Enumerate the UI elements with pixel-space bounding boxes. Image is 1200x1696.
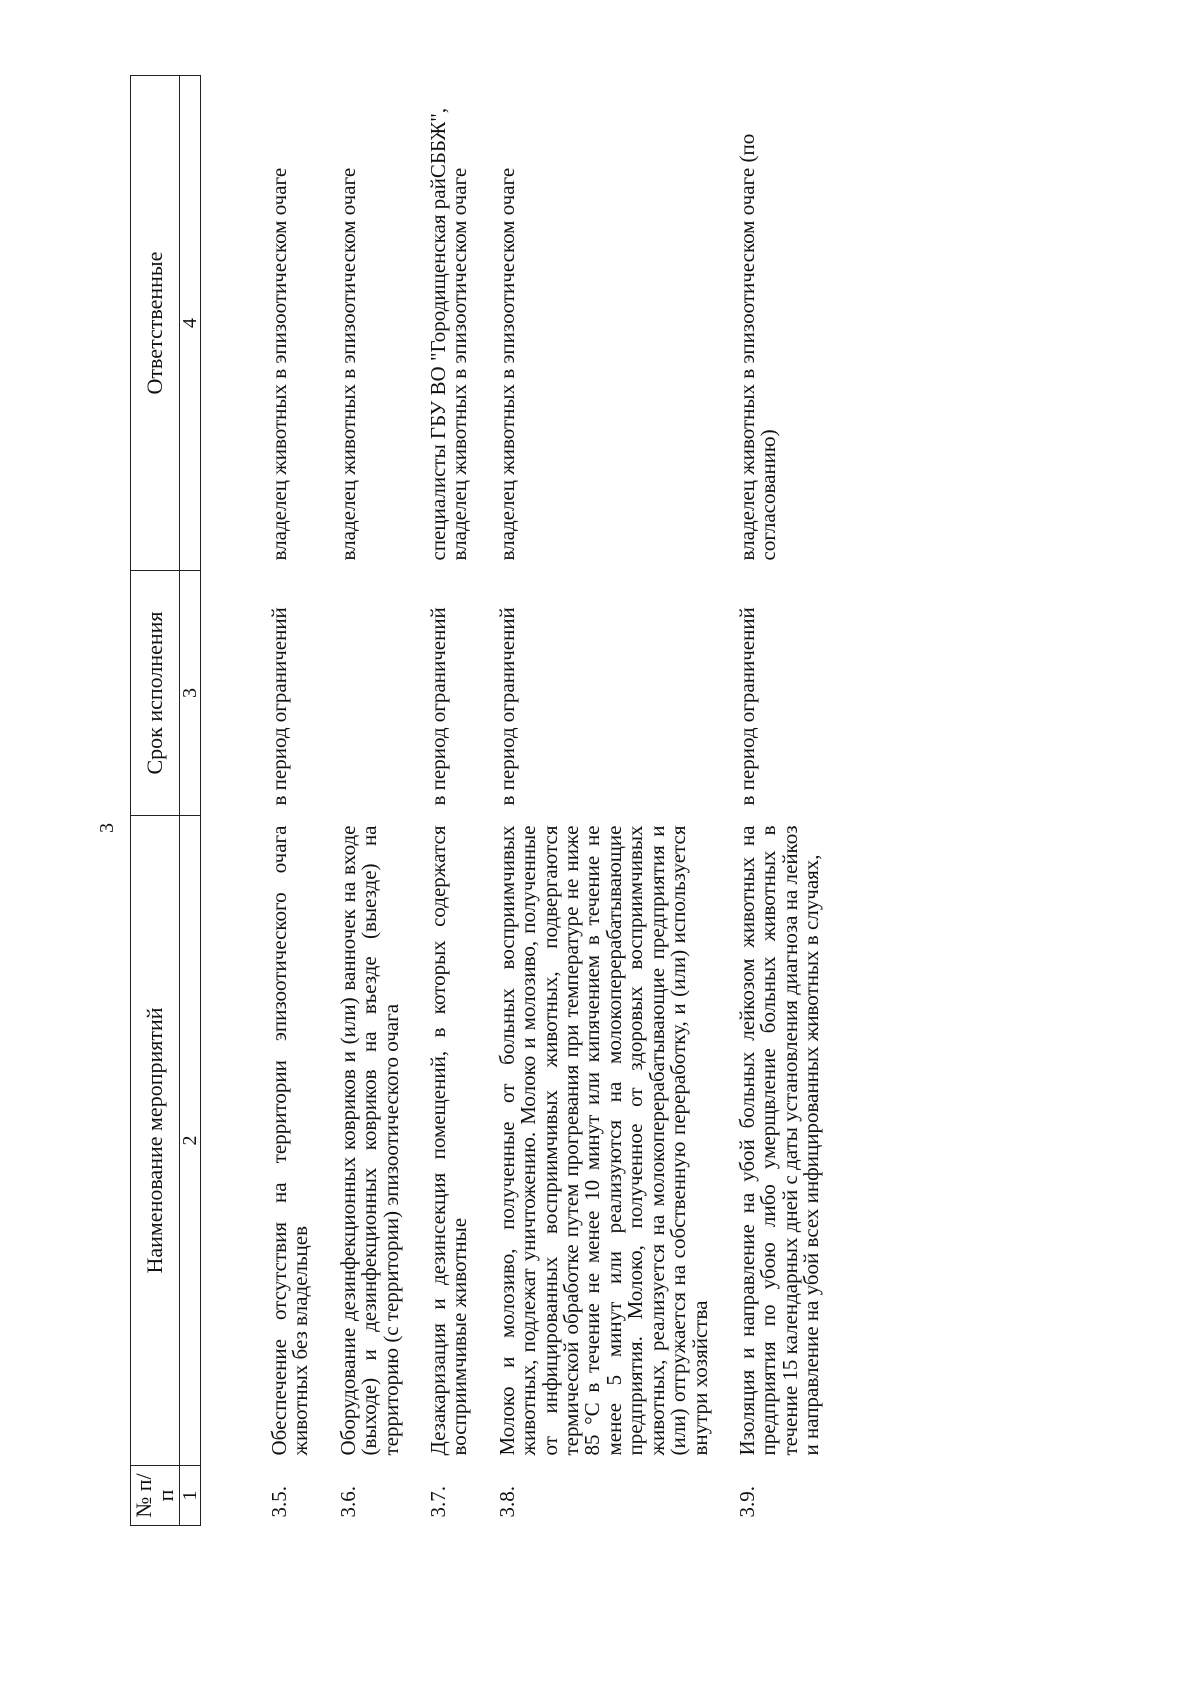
page-number: 3 bbox=[96, 823, 118, 833]
row-responsible: владелец животных в эпизоотическом очаге bbox=[267, 167, 291, 561]
table-row bbox=[338, 76, 428, 1526]
table-row bbox=[737, 76, 849, 1526]
row-term: в период ограничений bbox=[426, 607, 451, 806]
row-number: 3.8. bbox=[494, 1486, 519, 1518]
row-term: в период ограничений bbox=[494, 607, 519, 806]
row-number: 3.9. bbox=[734, 1486, 759, 1518]
header-index-2: 2 bbox=[180, 816, 201, 1466]
table-body bbox=[201, 76, 849, 1526]
header-index-1: 1 bbox=[180, 1466, 201, 1526]
row-term: в период ограничений bbox=[734, 607, 759, 806]
row-action: Дезакаризация и дезинсекция помещений, в которых содержатся восприимчивые животные bbox=[426, 825, 472, 1456]
header-term: Срок исполнения bbox=[131, 571, 180, 816]
header-index-3: 3 bbox=[180, 571, 201, 816]
row-number: 3.5. bbox=[267, 1486, 291, 1518]
row-term bbox=[338, 571, 428, 816]
table-row bbox=[201, 76, 338, 1526]
header-number: № п/п bbox=[131, 1466, 180, 1526]
header-responsible: Ответственные bbox=[131, 76, 180, 571]
row-responsible: специалисты ГБУ ВО "Городищенская райСББЖ", владелец животных в эпизоотическом очаге bbox=[426, 107, 472, 561]
row-responsible: владелец животных в эпизоотическом очаге bbox=[335, 167, 360, 561]
measures-table bbox=[130, 75, 849, 1526]
row-number: 3.6. bbox=[335, 1486, 360, 1518]
row-responsible: владелец животных в эпизоотическом очаге bbox=[494, 167, 519, 561]
header-action: Наименование мероприятий bbox=[131, 816, 180, 1466]
table-row bbox=[428, 76, 497, 1526]
header-index-4: 4 bbox=[180, 76, 201, 571]
table-header bbox=[131, 76, 201, 1526]
row-action: Молоко и молозиво, полученные от больных восприимчивых животных, подлежат уничтожению. Молоко и молозиво, полученные от инфицированных восприимчивых животных, подвергаются термической обработке путем прогревания при температуре не ниже 85 °С в течение не менее 10 минут или кипячением в течение не менее 5 минут или реализуются на молокоперерабатывающие предприятия. Молоко, полученное от здоровых восприимчивых животных, реализуется на молокоперерабатывающие предприятия и (или) отгружается на собственную переработку, и (или) используется внутри хозяйства bbox=[494, 825, 712, 1456]
row-action: Оборудование дезинфекционных ковриков и (или) ванночек на входе (выходе) и дезинфекционных ковриков на въезде (выезде) на территорию (с территории) эпизоотического очага bbox=[335, 825, 403, 1456]
row-term: в период ограничений bbox=[267, 607, 291, 806]
row-action: Обеспечение отсутствия на территории эпизоотического очага животных без владельцев bbox=[267, 825, 313, 1456]
table-row bbox=[497, 76, 737, 1526]
row-number: 3.7. bbox=[426, 1486, 451, 1518]
row-responsible: владелец животных в эпизоотическом очаге (по согласованию) bbox=[734, 133, 781, 561]
row-action: Изоляция и направление на убой больных лейкозом животных на предприятия по убою либо умерщвление больных животных в течение 15 календарных дней с даты установления диагноза на лейкоз и направление на убой всех инфицированных животных в случаях, bbox=[734, 825, 824, 1456]
